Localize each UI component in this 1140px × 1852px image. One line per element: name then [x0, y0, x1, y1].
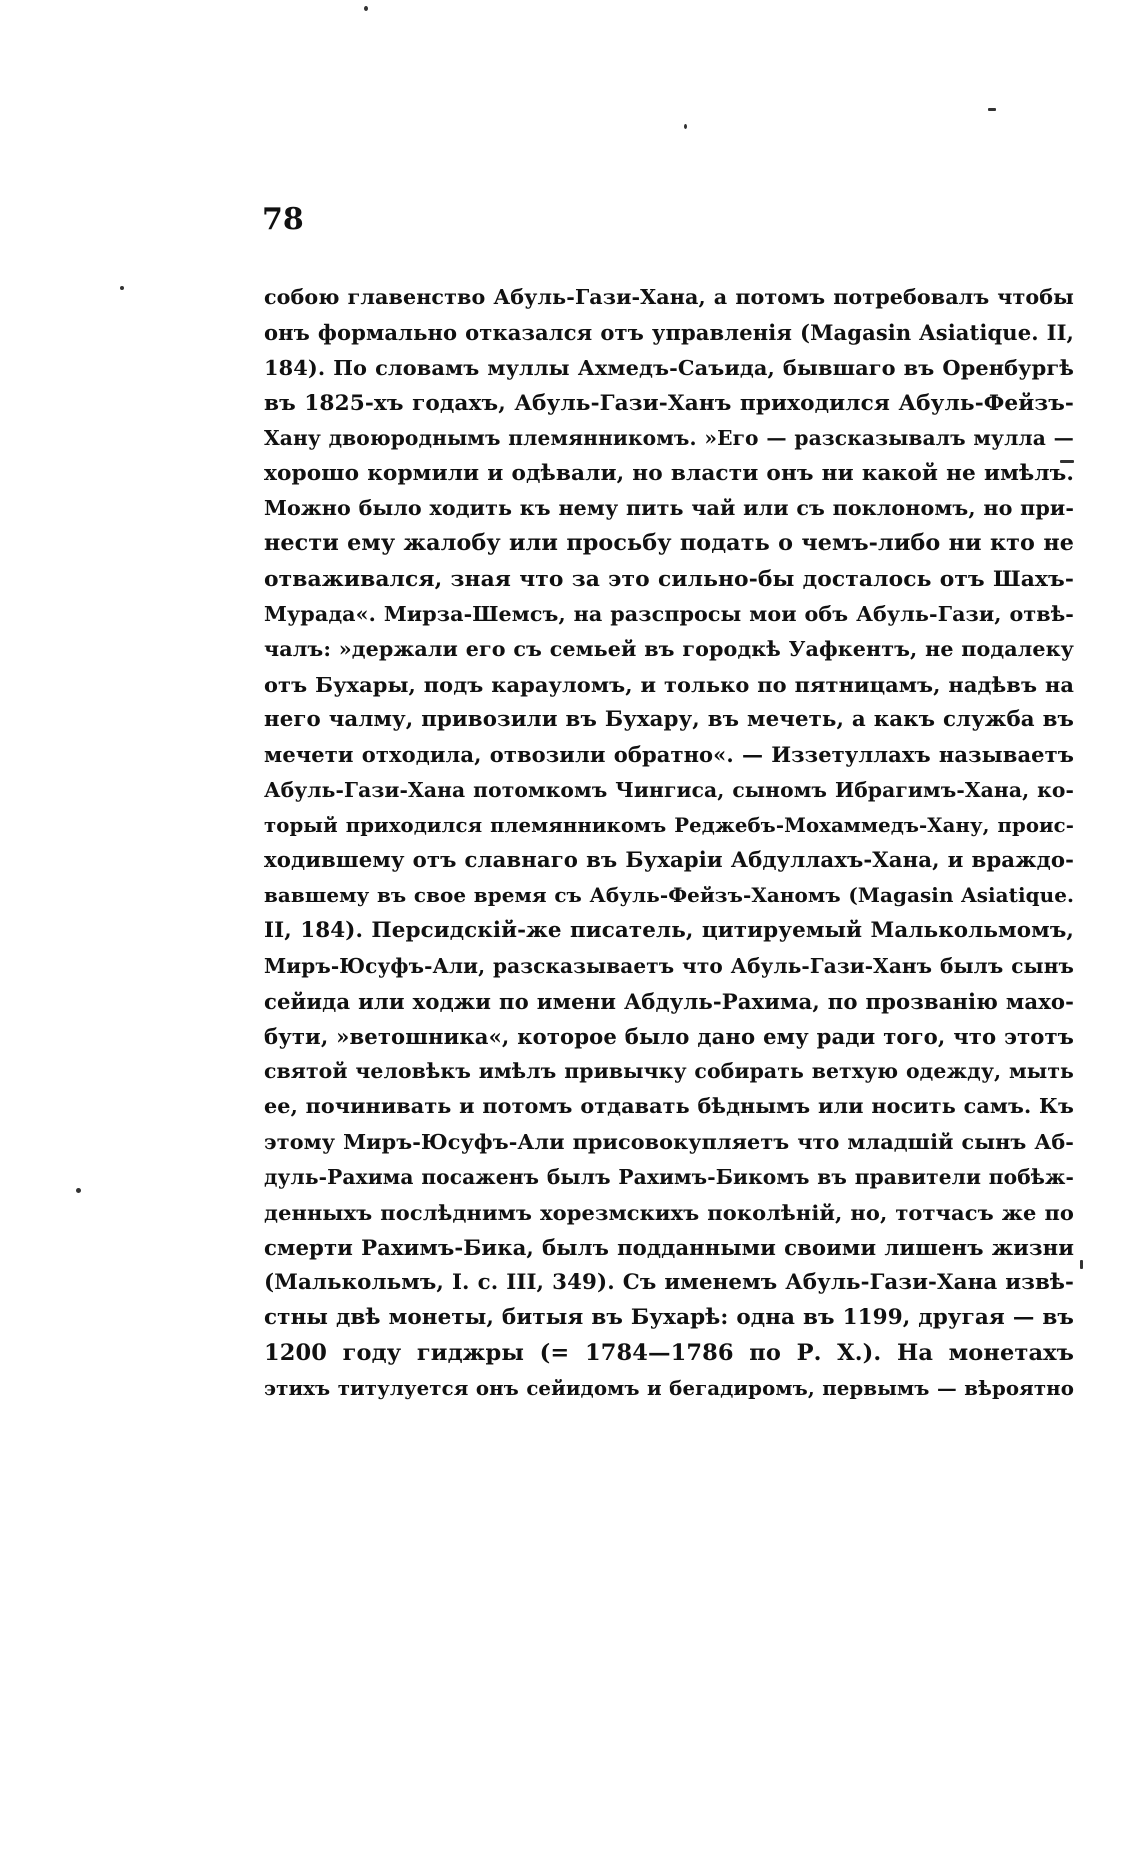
text-line: Миръ-Юсуфъ-Али, разсказываетъ что Абуль-Гази-Ханъ былъ сынъ — [264, 953, 1074, 978]
text-line: Абуль-Гази-Хана потомкомъ Чингиса, сыномъ Ибрагимъ-Хана, ко- — [264, 777, 1074, 802]
text-line: святой человѣкъ имѣлъ привычку собирать ветхую одежду, мыть — [264, 1059, 1074, 1084]
scan-speck — [1080, 1260, 1083, 1269]
scan-speck — [76, 1188, 81, 1193]
text-line: денныхъ послѣднимъ хорезмскихъ поколѣній, но, тотчасъ же по — [264, 1199, 1074, 1225]
text-line: онъ формально отказался отъ управленія (Magasin Asiatique. II, — [264, 320, 1074, 346]
text-line: Мурада«. Мирза-Шемсъ, на разспросы мои объ Абуль-Гази, отвѣ- — [264, 601, 1074, 626]
page-number: 78 — [262, 202, 304, 237]
text-line: смерти Рахимъ-Бика, былъ подданными своими лишенъ жизни — [264, 1235, 1074, 1261]
text-line: II, 184). Персидскій-же писатель, цитируемый Малькольмомъ, — [264, 918, 1074, 944]
text-line: (Малькольмъ, I. с. III, 349). Съ именемъ Абуль-Гази-Хана извѣ- — [264, 1270, 1074, 1296]
text-line: въ 1825-хъ годахъ, Абуль-Гази-Ханъ приходился Абуль-Фейзъ- — [264, 390, 1074, 416]
scan-speck — [364, 6, 368, 11]
text-line: него чалму, привозили въ Бухару, въ мечеть, а какъ служба въ — [264, 707, 1074, 733]
scan-speck — [684, 124, 687, 129]
text-line: хорошо кормили и одѣвали, но власти онъ ни какой не имѣлъ. — [264, 460, 1074, 486]
text-line: нести ему жалобу или просьбу подать о чемъ-либо ни кто не — [264, 530, 1074, 557]
body-text — [264, 280, 1074, 1406]
text-line: вавшему въ свое время съ Абуль-Фейзъ-Ханомъ (Magasin Asiatique. — [264, 883, 1074, 908]
text-line: мечети отходила, отвозили обратно«. — Иззетуллахъ называетъ — [264, 742, 1074, 768]
text-line: торый приходился племянникомъ Реджебъ-Мохаммедъ-Хану, проис- — [264, 813, 1074, 837]
text-line: сейида или ходжи по имени Абдуль-Рахима, по прозванію махо- — [264, 988, 1074, 1014]
text-line: Можно было ходить къ нему пить чай или съ поклономъ, но при- — [264, 496, 1074, 521]
text-line: собою главенство Абуль-Гази-Хана, а потомъ потребовалъ чтобы — [264, 285, 1074, 309]
text-line: чалъ: »держали его съ семьей въ городкѣ Уафкентъ, не подалеку — [264, 636, 1074, 661]
text-line: 1200 году гиджры (= 1784—1786 по Р. Х.). На монетахъ — [264, 1339, 1074, 1366]
text-line: отъ Бухары, подъ карауломъ, и только по пятницамъ, надѣвъ на — [264, 672, 1074, 698]
text-line: отваживался, зная что за это сильно-бы досталось отъ Шахъ- — [264, 566, 1074, 592]
text-line: стны двѣ монеты, битыя въ Бухарѣ: одна въ 1199, другая — въ — [264, 1305, 1074, 1331]
text-line: 184). По словамъ муллы Ахмедъ-Саъида, бывшаго въ Оренбургѣ — [264, 355, 1074, 381]
text-line: бути, »ветошника«, которое было дано ему ради того, что этотъ — [264, 1023, 1074, 1049]
scan-speck — [120, 286, 124, 290]
scan-speck — [988, 108, 996, 111]
text-line: ходившему отъ славнаго въ Бухаріи Абдуллахъ-Хана, и враждо- — [264, 848, 1074, 873]
text-line: этому Миръ-Юсуфъ-Али присовокупляетъ что младшій сынъ Аб- — [264, 1129, 1074, 1154]
text-line: этихъ титулуется онъ сейидомъ и бегадиромъ, первымъ — вѣроятно — [264, 1375, 1074, 1400]
text-line: Хану двоюроднымъ племянникомъ. »Его — разсказывалъ мулла — — [264, 425, 1074, 450]
text-line: ее, починивать и потомъ отдавать бѣднымъ или носить самъ. Къ — [264, 1094, 1074, 1119]
text-line: дуль-Рахима посаженъ былъ Рахимъ-Бикомъ въ правители побѣж- — [264, 1164, 1074, 1189]
